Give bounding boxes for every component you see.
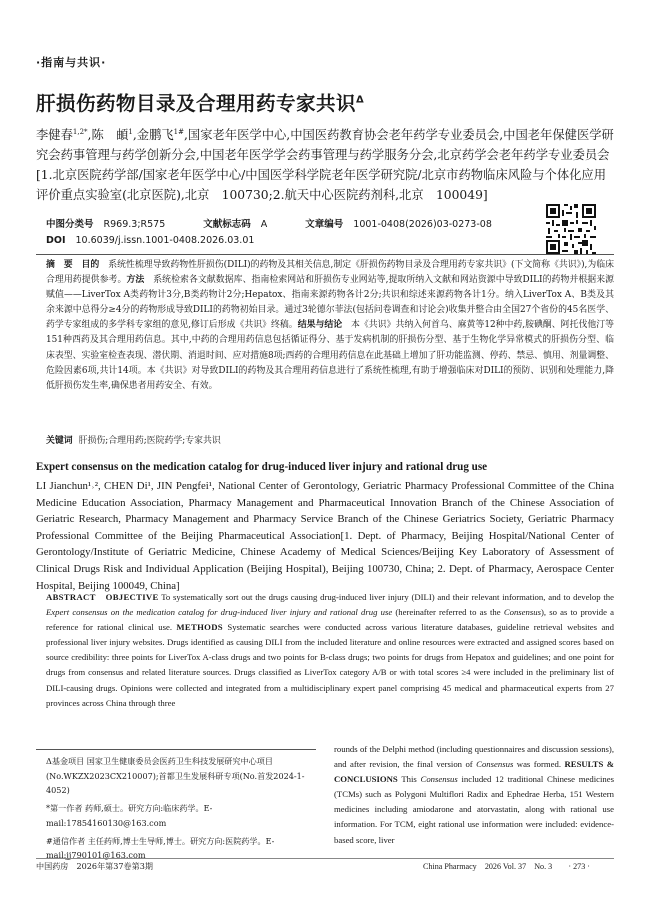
abstract-label: 摘 要 [46,260,73,270]
section-tag: ·指南与共识· [36,56,107,69]
english-right-text-1: rounds of the Delphi method (including questionnaires and discussion sessions), and after revision, the final version of [334,744,614,770]
english-consensus-title: Expert consensus on the medication catalog for drug-induced liver injury and rational drug use [46,607,393,618]
results-label: 结果与结论 [297,320,343,331]
author-li: 李健春 [36,128,73,143]
footer-journal-en [423,861,590,872]
english-methods-label: METHODS [176,622,223,633]
page-title [36,88,364,116]
title-text: 肝损伤药物目录及合理用药专家共识 [36,92,357,115]
english-authors: LI Jianchun¹˒², CHEN Di¹, JIN Pengfei¹, National Center of Gerontology, Geriatric Pharmacy Professional Committee of the China Medicine Education Association, Pharmacy Management and Pharmaceutical Innovation Branch of the Chinese Association of Geriatric Research, Pharmacy Management and Pharmacy Service Branch of the Chinese Geriatrics Society, Geriatric Pharmacy Professional Committee of the Beijing Pharmaceutical Association[1. Dept. of Pharmacy, Beijing Hospital/National Center of Gerontology/Institute of Geriatric Medicine, Chinese Academy of Medical Sciences/Beijing Key Laboratory of Assessment of Clinical Drugs Risk and Individual Application (Beijing Hospital), Beijing 100730, China; 2. Dept. of Pharmacy, Aerospace Center Hospital, Beijing 100049, China] [36,480,614,592]
doi-label: DOI [46,235,66,246]
qr-code-icon[interactable] [546,204,596,254]
footer-journal-cn: 中国药房 2026年第37卷第3期 [36,861,153,871]
author-li-sup: 1,2* [72,128,88,136]
clc-label: 中图分类号 [46,219,94,230]
page-number: · 273 · [568,862,590,871]
authors-cn: 李健春$^{1,2*}$,陈 頔$^1$,金鹏飞$^{1\#}$,国家老年医学中心,中国医药教育协会老年药学专业委员会,中国老年保健医学研究会药事管理与药学创新分会,中国老年医学学会药事管理与药学服务分会,北京药学会老年药学专业委员会[1.北京医院药学部/国家老年医学中心/中国医学科学院老年医学研究院/北京市药物临床风险与个体化应用评价重点实验室(北京医院),北京 100730;2.航天中心医院药剂科,北京 100049] [36,128,614,203]
doc-code-value: A [260,219,268,230]
keywords-text: 肝损伤;合理用药;医院药学;专家共识 [78,436,221,446]
footnote-first-author: *第一作者 药师,硕士。研究方向:临床药学。E-mail:17854160130@163.com [46,803,213,828]
english-right-consensus-2: Consensus [420,774,458,785]
affiliations-cn: 国家老年医学中心,中国医药教育协会老年药学专业委员会,中国老年保健医学研究会药事管理与药学创新分会,中国老年医学学会药事管理与药学服务分会,北京药学会老年药学专业委员会[1.北京医院药学部/国家老年医学中心/中国医学科学院老年医学研究院/北京市药物临床风险与个体化应用评价重点实验室(北京医院),北京 100730;2.航天中心医院药剂科,北京 100049] [36,128,614,203]
author-chen-sup: 1 [128,128,133,136]
meta-line-2 [46,235,254,246]
english-abstract-label: ABSTRACT [46,592,96,602]
author-jin: 金鹏飞 [136,128,174,143]
english-objective-label: OBJECTIVE [105,592,159,602]
footer-divider [36,858,614,859]
footnotes [46,754,316,866]
footnote-corresponding: #通信作者 主任药师,博士生导师,博士。研究方向:医院药学。E-mail:jj790101@163.com [46,835,275,861]
english-objective-text-1: To systematically sort out the drugs causing drug-induced liver injury (DILI) and their relevant information, and to develop the [161,592,615,602]
objective-text: 系统性梳理导致药物性肝损伤(DILI)的药物及其相关信息,制定《肝损伤药物目录及合理用药专家共识》(下文简称《共识》),为临床合理用药提供参考。 [46,260,615,286]
article-number-value: 1001-0408(2026)03-0273-08 [353,219,492,230]
results-text: 本《共识》共纳入何首乌、麻黄等12种中药,胺碘酮、阿托伐他汀等151种西药及其合理用药信息。其中,中药的合理用药信息包括循证得分、基于发病机制的肝损伤分型、基于生物化学异常模式的肝损伤分型、临床表型、实验室检查表现、潜伏期、消退时间、应对措施8项;西药的合理用药信息在此基础上增加了肝功能监测、停药、禁忌、慎用、剂量调整、危险因素6项,共计14项。本《共识》对导致DILI的药物及其合理用药信息进行了系统性梳理,有助于增强临床对DILI的预防、识别和处理能力,降低肝损伤发生率,确保患者用药安全、有效。 [46,320,614,391]
english-methods-text: Systematic searches were conducted across various literature databases, guideline retrieval websites and professional liver injury websites. Drugs identified as causing DILI from the included literature and online resources were extracted and assigned scores based on source credibility: three points for LiverTox A-class drugs and two points for B-class drugs; two points for drugs from Hepatox and guidelines; and one point for drugs from consensus and related literature sources. Drugs classified as LiverTox category A/B or with total scores ≥4 were included in the preliminary list of DILI-causing drugs. Opinions were collected and integrated from a multidisciplinary expert panel comprising 45 medical and pharmaceutical experts from 27 provinces across China through three [46,622,614,708]
english-right-text-2: was formed. [513,759,565,770]
doi-value[interactable]: 10.6039/j.issn.1001-0408.2026.03.01 [75,235,255,246]
methods-label: 方法 [126,275,145,286]
article-number-label: 文章编号 [305,219,344,230]
footer-journal-en-text: China Pharmacy 2026 Vol. 37 No. 3 [423,862,553,871]
english-right-consensus: Consensus [476,759,514,770]
clc-value: R969.3;R575 [103,219,166,230]
footnote-fund: Δ基金项目 国家卫生健康委员会医药卫生科技发展研究中心项目(No.WKZX2023CX210007);首都卫生发展科研专项(No.首发2024-1-4052) [46,756,305,796]
keywords-label: 关键词 [46,436,73,446]
author-jin-sup: 1# [173,128,184,136]
english-right-text-3: included 12 traditional Chinese medicines (TCMs) such as Polygoni Multiflori Radix and Ephedrae Herba, 151 Western medicines including amiodarone and atorvastatin, along with rational use information. For TCM, eight rational use information were included: evidence-based score, liver [334,774,614,845]
english-objective-text-2: (hereinafter referred to as the [392,607,504,618]
methods-text: 系统检索各文献数据库、指南检索网站和肝损伤专业网站等,提取所纳入文献和网站资源中导致DILI的药物并根据来源赋值——LiverTox A类药物计3分,B类药物计2分;Hepatox、指南来源药物各计2分;共识和综述来源药物各计1分。纳入LiverTox A、B类及其余来源中总得分≥4分的药物形成导致DILI的药物初始目录。通过3轮德尔菲法(包括问卷调查和讨论会)收集并整合由全国27个省份的45名医学、药学专家组成的多学科专家组的意见,修订后形成《共识》终稿。 [46,275,615,331]
english-results-text: This [397,774,421,785]
abstract-cn [46,258,614,394]
author-chen: 陈 頔 [91,128,129,143]
divider [36,254,614,255]
english-abstract-continued [334,742,614,848]
title-fund-mark: Δ [356,94,365,106]
english-consensus-word: Consensus [503,607,541,618]
english-objective-text-3: ), so as to provide a reference for rational clinical use. [46,607,615,633]
english-results-label: RESULTS & CONCLUSIONS [334,759,614,785]
objective-label: 目的 [81,260,100,270]
doc-code-label: 文献标志码 [203,219,251,230]
footnote-divider [36,749,316,750]
english-abstract [46,590,614,711]
english-title: Expert consensus on the medication catalog for drug-induced liver injury and rational drug use [36,461,488,473]
meta-line-1 [46,216,492,230]
keywords-cn [46,433,221,446]
